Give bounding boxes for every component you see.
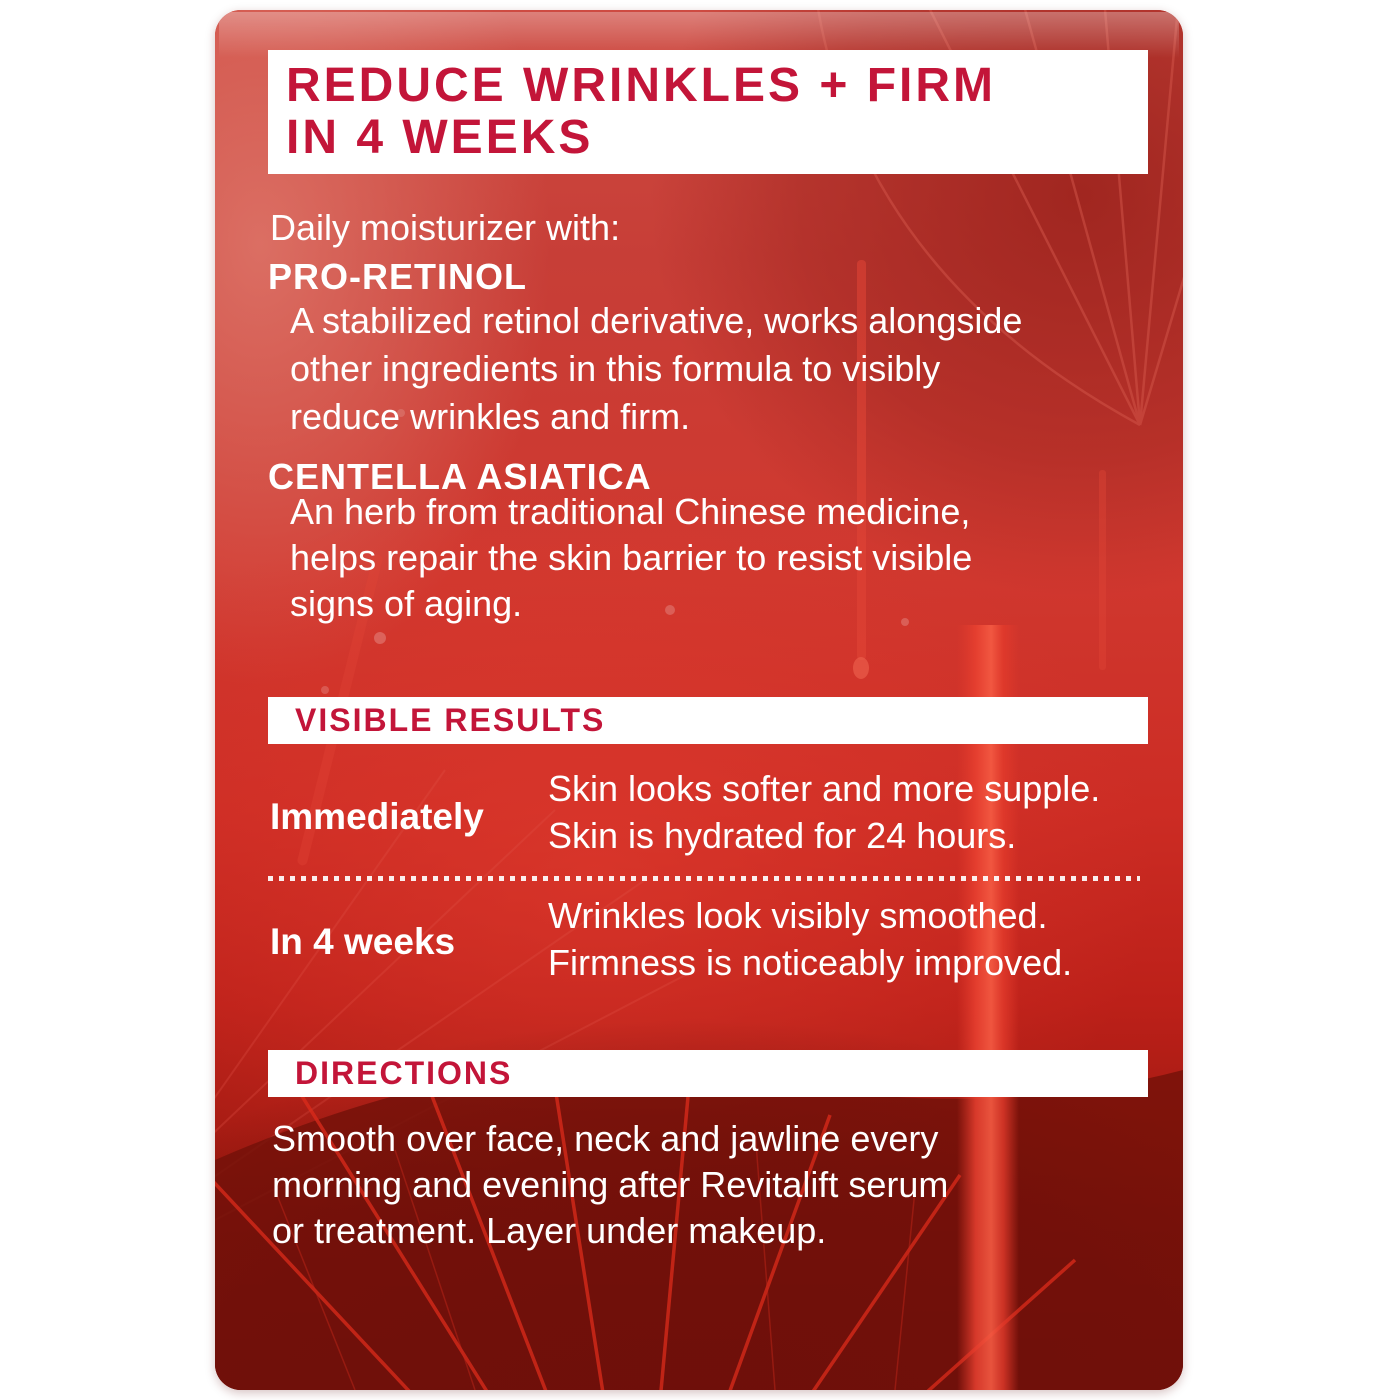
results-desc-line: Wrinkles look visibly smoothed. [548, 895, 1048, 936]
ingredient-name-centella-asiatica: CENTELLA ASIATICA [268, 456, 652, 497]
ingredient-desc-line: A stabilized retinol derivative, works alongside [290, 300, 1023, 341]
results-desc-line: Firmness is noticeably improved. [548, 942, 1073, 983]
package-back-panel [215, 10, 1183, 1390]
ingredient-name-pro-retinol: PRO-RETINOL [268, 256, 527, 297]
results-when-immediately: Immediately [270, 796, 484, 837]
intro-lead: Daily moisturizer with: [270, 207, 621, 248]
visible-results-banner [268, 697, 1148, 744]
directions-line: Smooth over face, neck and jawline every [272, 1118, 939, 1159]
directions-heading: DIRECTIONS [295, 1055, 513, 1091]
results-desc-immediately [548, 765, 1100, 859]
claim-line1: REDUCE WRINKLES + FIRM [286, 59, 997, 112]
ingredient-desc-line: reduce wrinkles and firm. [290, 396, 691, 437]
ingredient-desc-line: signs of aging. [290, 583, 523, 624]
panel-content [215, 10, 1183, 1390]
ingredient-desc-line: An herb from traditional Chinese medicine, [290, 491, 971, 532]
visible-results-heading: VISIBLE RESULTS [295, 702, 606, 738]
ingredient-desc-line: other ingredients in this formula to visibly [290, 348, 941, 389]
directions-line: morning and evening after Revitalift serum [272, 1164, 949, 1205]
directions-text [272, 1116, 948, 1254]
directions-line: or treatment. Layer under makeup. [272, 1210, 827, 1251]
dotted-divider [268, 876, 1140, 881]
results-desc-line: Skin looks softer and more supple. [548, 768, 1101, 809]
ingredient-desc-centella-asiatica [290, 489, 972, 627]
results-desc-in-4-weeks [548, 892, 1072, 986]
ingredient-desc-line: helps repair the skin barrier to resist visible [290, 537, 973, 578]
ingredient-desc-pro-retinol [290, 297, 1022, 441]
results-desc-line: Skin is hydrated for 24 hours. [548, 815, 1017, 856]
claim-line2: IN 4 WEEKS [286, 111, 594, 164]
results-when-in-4-weeks: In 4 weeks [270, 921, 456, 962]
claim-banner [268, 50, 1148, 174]
directions-banner [268, 1050, 1148, 1097]
